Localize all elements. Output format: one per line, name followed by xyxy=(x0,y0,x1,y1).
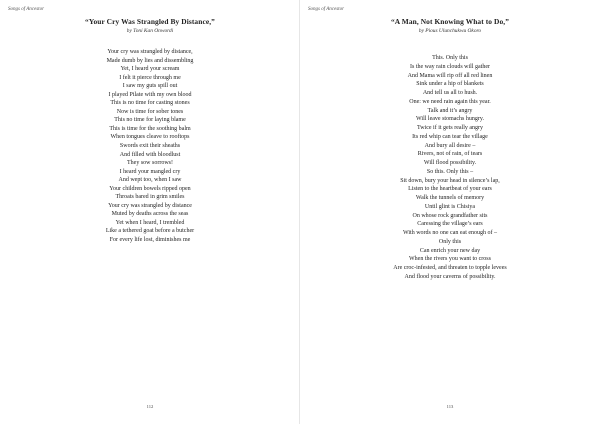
poem-line: I saw my guts spill out xyxy=(122,83,178,90)
poem-line: This is time for the soothing balm xyxy=(109,125,191,132)
page-number: 112 xyxy=(146,404,154,409)
poem-line: Your children bowels ripped open xyxy=(109,185,191,192)
poem-line: And filled with bloodlust xyxy=(119,151,181,158)
poem-line: With words no one can eat enough of – xyxy=(402,230,498,236)
poem-author: by Pious Ulunchukwu Okoro xyxy=(418,28,482,34)
right-page xyxy=(300,0,600,424)
poem-line: Your cry was strangled by distance, xyxy=(107,49,193,55)
poem-line: Walk the tunnels of memory xyxy=(415,195,485,201)
poem-line: So this. Only this – xyxy=(426,168,474,175)
poem-line: Muted by deaths across the seas xyxy=(111,211,189,218)
page-number: 113 xyxy=(446,404,454,409)
poem-title: “A Man, Not Knowing What to Do,” xyxy=(390,17,510,26)
poem-line: On whose rock grandfather sits xyxy=(412,212,488,219)
poem-line: Caressing the village’s ears xyxy=(417,221,483,228)
poem-line: Your cry was strangled by distance xyxy=(108,202,192,209)
poem-line: And Mama will rip off all red linen xyxy=(407,72,493,79)
poem-line: And wept too, when I saw xyxy=(118,177,182,184)
poem-line: I felt it pierce through me xyxy=(119,74,181,81)
poem-body xyxy=(300,54,600,282)
poem-author: by Toni Kan Onwordi xyxy=(126,28,174,34)
poem-line: When tongues cleave to rooftops xyxy=(110,134,190,141)
poem-line: Listen to the heartbeat of your ears xyxy=(408,186,492,193)
poem-line: Throats bared in grim smiles xyxy=(115,194,185,201)
running-head: Songs of Ancestor xyxy=(8,7,45,12)
poem-line: For every life lost, diminishes me xyxy=(109,237,191,244)
poem-line: Sink under a hip of blankets xyxy=(416,81,484,88)
poem-line: I played Pilate with my own blood xyxy=(108,91,192,98)
poem-line: Its red whip can tear the village xyxy=(412,133,488,140)
poem-line: Now is time for sober tones xyxy=(116,108,184,115)
poem-line: Will flood possibility. xyxy=(423,160,477,166)
poem-line: Yet when I heard, I trembled xyxy=(115,219,185,226)
poem-line: I heard your mangled cry xyxy=(119,168,181,175)
poem-line: This no time for laying blame xyxy=(114,117,186,124)
poem-line: One: we need rain again this year. xyxy=(409,98,491,105)
poem-line: Are croc-infested, and threaten to topple levees xyxy=(393,265,507,271)
poem-line: Only this xyxy=(438,238,462,245)
poem-line: Made dumb by lies and dissembling xyxy=(106,57,194,64)
poem-title: “Your Cry Was Strangled By Distance,” xyxy=(85,17,215,26)
running-head: Songs of Ancestor xyxy=(308,7,345,12)
poem-body xyxy=(0,48,300,245)
poem-line: They sow sorrows! xyxy=(127,160,173,167)
poem-line: Twice if it gets really angry xyxy=(416,125,484,131)
poem-line: And tell us all to hush. xyxy=(422,90,478,96)
poem-line: Will leave stomachs hungry. xyxy=(415,116,485,123)
poem-line: Yet, I heard your scream xyxy=(120,66,180,73)
poem-line: Until glint is Chisiya xyxy=(424,203,476,210)
poem-line: And bury all desire – xyxy=(424,142,476,149)
poem-line: Sit down, bury your head in silence’s lap, xyxy=(400,177,500,184)
poem-line: Like a tethered goat before a butcher xyxy=(105,228,195,235)
poem-line: Can enrich your new day xyxy=(419,247,481,254)
poem-line: Is the way rain clouds will gather xyxy=(410,63,490,70)
poem-line: And flood your caverns of possibility. xyxy=(404,273,496,280)
poem-line: This is no time for casting stones xyxy=(110,100,190,107)
poem-line: Rivers, not of rain, of tears xyxy=(417,151,483,158)
poem-line: When the rivers you want to cross xyxy=(409,256,491,263)
poem-line: Swords exit their sheaths xyxy=(119,143,181,150)
poem-line: This. Only this xyxy=(432,55,468,61)
poem-line: Talk and it’s angry xyxy=(427,107,473,114)
